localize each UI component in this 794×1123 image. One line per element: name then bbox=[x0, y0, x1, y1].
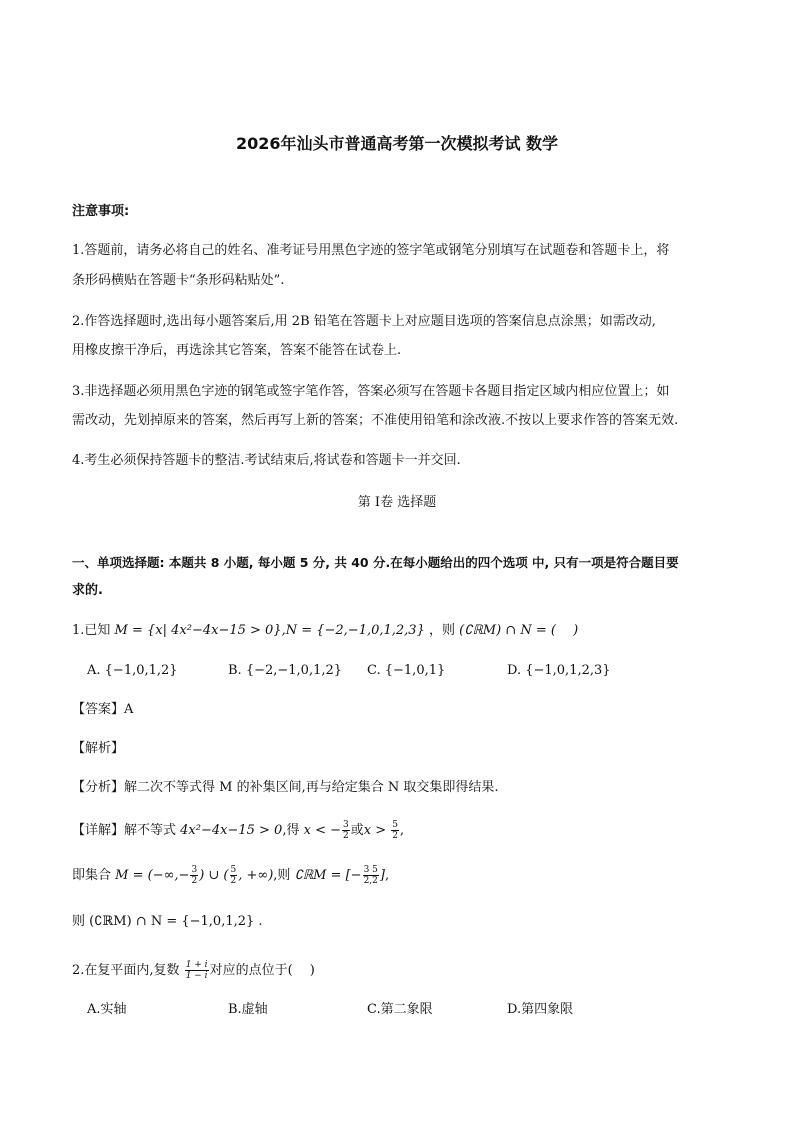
volume-title: 第 I卷 选择题 bbox=[357, 495, 437, 510]
set-expr-a: M = (−∞,− bbox=[115, 868, 190, 883]
question-2-suffix: 对应的点位于( ) bbox=[209, 963, 315, 978]
question-1-stem bbox=[72, 621, 578, 641]
fraction-five-halves: $\frac{5}{2}$ bbox=[392, 820, 398, 841]
question-1-prefix: 1.已知 bbox=[72, 623, 111, 638]
question-1-detail: 【详解】解不等式 4x²−4x−15 > 0,得 x < − $\frac{3}{2}$ 或x > $\frac{5}{2}$ , bbox=[72, 820, 405, 841]
question-2-option-b: B.虚轴 bbox=[228, 1002, 268, 1017]
notice-item-3-line-1: 3.非选择题必须用黑色字迹的钢笔或签字笔作答，答案必须写在答题卡各题目指定区域内相应位置上；如 bbox=[72, 384, 670, 399]
notice-item-3-line-2: 需改动，先划掉原来的答案，然后再写上新的答案；不准使用铅笔和涂改液.不按以上要求作答的答案无效. bbox=[72, 413, 679, 428]
question-1-set-line: 即集合 M = (−∞,− $\frac{3}{2}$ ) ∪ ( $\frac{5}{2}$ , +∞),则 ∁ℝM = [− $\frac{3 5}{2,2}$ ], bbox=[72, 865, 390, 886]
notice-item-4: 4.考生必须保持答题卡的整洁.考试结束后,将试卷和答题卡一并交回. bbox=[72, 453, 461, 468]
notice-heading: 注意事项: bbox=[72, 204, 130, 219]
set-expr-c: , +∞) bbox=[238, 868, 274, 883]
notice-item-1-line-1: 1.答题前，请务必将自己的姓名、准考证号用黑色字迹的签字笔或钢笔分别填写在试题卷和答题卡上，将 bbox=[72, 243, 670, 258]
page-title: 2026年汕头市普通高考第一次模拟考试 数学 bbox=[235, 134, 559, 153]
question-1-answer: 【答案】A bbox=[72, 702, 134, 717]
question-2-option-d: D.第四象限 bbox=[507, 1002, 574, 1017]
question-1-analysis-heading: 【解析】 bbox=[72, 741, 125, 756]
notice-item-2-line-2: 用橡皮擦干净后，再选涂其它答案，答案不能答在试卷上. bbox=[72, 343, 402, 358]
question-1-option-c: C. {−1,0,1} bbox=[367, 663, 446, 678]
detail-or: 或 bbox=[350, 823, 364, 838]
question-1-mid: ，则 bbox=[429, 623, 456, 638]
question-2-option-a: A.实轴 bbox=[87, 1002, 127, 1017]
question-1-option-d: D. {−1,0,1,2,3} bbox=[507, 663, 611, 678]
question-1-sets: M = {x| 4x²−4x−15 > 0},N = {−2,−1,0,1,2,3} bbox=[114, 623, 425, 638]
fraction-three-halves: $\frac{3}{2}$ bbox=[343, 820, 349, 841]
detail-prefix: 【详解】解不等式 bbox=[72, 823, 177, 838]
fraction-three-halves-2: $\frac{3}{2}$ bbox=[191, 865, 198, 886]
question-1-fenxi: 【分析】解二次不等式得 M 的补集区间,再与给定集合 N 取交集即得结果. bbox=[72, 780, 499, 795]
section-1-heading-line-2: 求的. bbox=[72, 583, 103, 598]
question-1-expression: (∁ℝM) ∩ N = ( ) bbox=[459, 623, 579, 638]
section-1-heading-line-1: 一、单项选择题: 本题共 8 小题, 每小题 5 分, 共 40 分.在每小题给出的四个选项 中, 只有一项是符合题目要 bbox=[72, 555, 679, 570]
question-1-option-a: A. {−1,0,1,2} bbox=[87, 663, 178, 678]
question-2-prefix: 2.在复平面内,复数 bbox=[72, 963, 180, 978]
set-prefix: 即集合 bbox=[72, 868, 112, 883]
notice-item-2-line-1: 2.作答选择题时,选出每小题答案后,用 2B 铅笔在答题卡上对应题目选项的答案信息点涂黑；如需改动, bbox=[72, 314, 656, 329]
set-expr-b: ) ∪ ( bbox=[199, 868, 229, 883]
question-1-option-b: B. {−2,−1,0,1,2} bbox=[228, 663, 343, 678]
question-2-option-c: C.第二象限 bbox=[367, 1002, 433, 1017]
set-then: ,则 bbox=[273, 868, 291, 883]
detail-get: ,得 bbox=[282, 823, 300, 838]
complement-expr-a: ∁ℝM = [− bbox=[294, 868, 362, 883]
detail-x2: x > bbox=[363, 823, 387, 838]
question-2-stem bbox=[72, 960, 315, 981]
question-1-result: 则 (∁ℝM) ∩ N = {−1,0,1,2} . bbox=[72, 914, 263, 929]
fraction-complement: $\frac{3 5}{2,2}$ bbox=[363, 865, 378, 886]
notice-item-1-line-2: 条形码横贴在答题卡“条形码粘贴处”. bbox=[72, 273, 285, 288]
complement-expr-b: ] bbox=[379, 868, 385, 883]
detail-inequality: 4x²−4x−15 > 0 bbox=[180, 823, 283, 838]
question-2-fraction: $\frac{1 + i}{1 - i}$ bbox=[185, 960, 208, 981]
fraction-five-halves-2: $\frac{5}{2}$ bbox=[230, 865, 237, 886]
detail-x1: x < − bbox=[303, 823, 341, 838]
